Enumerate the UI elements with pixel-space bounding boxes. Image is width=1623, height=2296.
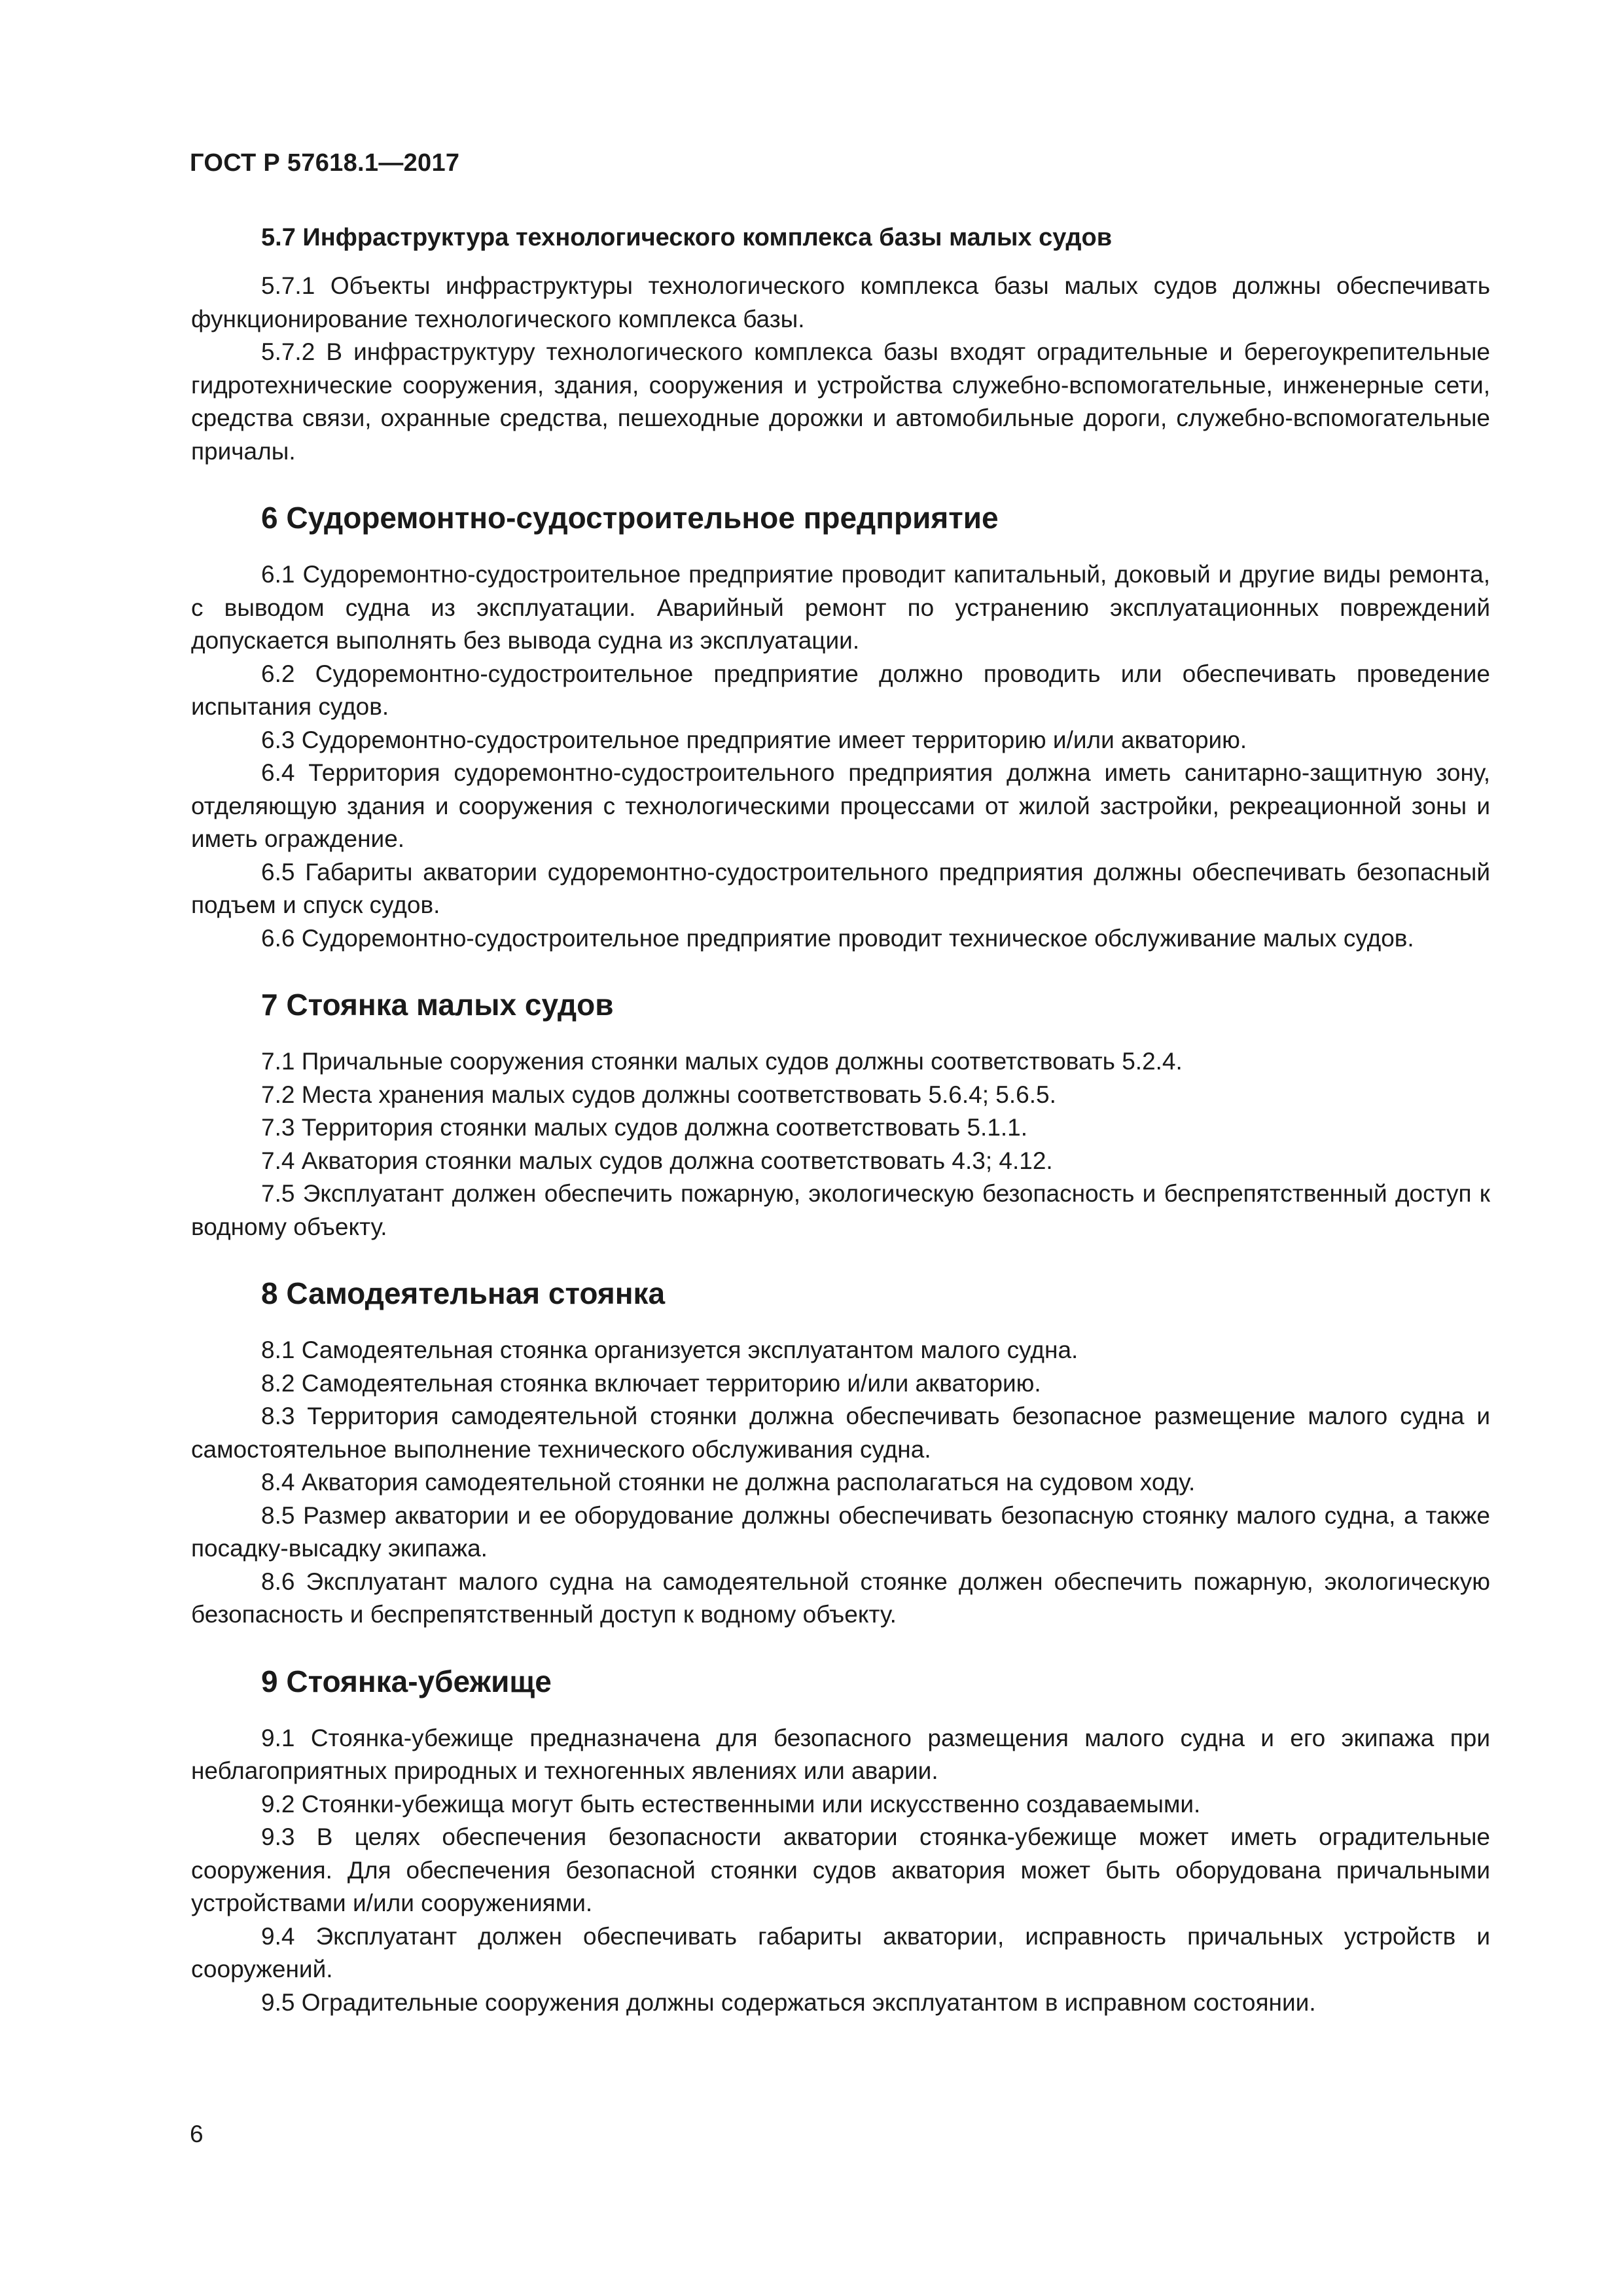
paragraph-6-1: 6.1 Судоремонтно-судостроительное предприятие проводит капитальный, доковый и другие виды ремонта, с выводом судна из эксплуатации. Аварийный ремонт по устранению эксплуатационных повреждений допускается выполнять без вывода судна из эксплуатации. xyxy=(191,561,1490,654)
paragraph-8-5: 8.5 Размер акватории и ее оборудование должны обеспечивать безопасную стоянку малого судна, а также посадку-высадку экипажа. xyxy=(191,1501,1490,1562)
paragraph-9-2: 9.2 Стоянки-убежища могут быть естественными или искусственно создаваемыми. xyxy=(261,1790,1201,1818)
paragraph-5-7-2: 5.7.2 В инфраструктуру технологического комплекса базы входят оградительные и берегоукрепительные гидротехнические сооружения, здания, сооружения и устройства служебно-вспомогательные, инженерные сети, средства связи, охранные средства, пешеходные дорожки и автомобильные дороги, служебно-вспомогательные причалы. xyxy=(191,338,1490,465)
section-6 xyxy=(191,499,1490,955)
section-title: 8 Самодеятельная стоянка xyxy=(261,1276,666,1310)
subsection-5-7 xyxy=(191,221,1490,468)
paragraph-7-2: 7.2 Места хранения малых судов должны соответствовать 5.6.4; 5.6.5. xyxy=(261,1081,1056,1108)
document-body xyxy=(191,221,1490,2019)
section-9 xyxy=(191,1663,1490,2020)
subsection-title: 5.7 Инфраструктура технологического комплекса базы малых судов xyxy=(261,224,1113,251)
paragraph-8-6: 8.6 Эксплуатант малого судна на самодеятельной стоянке должен обеспечить пожарную, экологическую безопасность и беспрепятственный доступ к водному объекту. xyxy=(191,1568,1490,1628)
paragraph-7-3: 7.3 Территория стоянки малых судов должна соответствовать 5.1.1. xyxy=(261,1114,1028,1141)
document-code-header: ГОСТ Р 57618.1—2017 xyxy=(190,149,460,177)
paragraph-8-1: 8.1 Самодеятельная стоянка организуется эксплуатантом малого судна. xyxy=(261,1336,1079,1363)
section-8 xyxy=(191,1275,1490,1632)
section-title: 9 Стоянка-убежище xyxy=(261,1664,552,1698)
paragraph-7-5: 7.5 Эксплуатант должен обеспечить пожарную, экологическую безопасность и беспрепятственный доступ к водному объекту. xyxy=(191,1180,1490,1240)
paragraph-9-4: 9.4 Эксплуатант должен обеспечивать габариты акватории, исправность причальных устройств и сооружений. xyxy=(191,1922,1490,1982)
paragraph-9-5: 9.5 Оградительные сооружения должны содержаться эксплуатантом в исправном состоянии. xyxy=(261,1988,1316,2016)
paragraph-6-4: 6.4 Территория судоремонтно-судостроительного предприятия должна иметь санитарно-защитную зону, отделяющую здания и сооружения с технологическими процессами от жилой застройки, рекреационной зоны и иметь ограждение. xyxy=(191,759,1490,852)
paragraph-6-2: 6.2 Судоремонтно-судостроительное предприятие должно проводить или обеспечивать проведение испытания судов. xyxy=(191,660,1490,720)
paragraph-6-6: 6.6 Судоремонтно-судостроительное предприятие проводит техническое обслуживание малых судов. xyxy=(261,924,1414,952)
paragraph-7-4: 7.4 Акватория стоянки малых судов должна соответствовать 4.3; 4.12. xyxy=(261,1147,1053,1174)
paragraph-5-7-1: 5.7.1 Объекты инфраструктуры технологического комплекса базы малых судов должны обеспечивать функционирование технологического комплекса базы. xyxy=(191,272,1490,332)
section-title: 7 Стоянка малых судов xyxy=(261,988,614,1022)
paragraph-6-5: 6.5 Габариты акватории судоремонтно-судостроительного предприятия должны обеспечивать безопасный подъем и спуск судов. xyxy=(191,858,1490,918)
section-7 xyxy=(191,986,1490,1244)
paragraph-8-3: 8.3 Территория самодеятельной стоянки должна обеспечивать безопасное размещение малого судна и самостоятельное выполнение технического обслуживания судна. xyxy=(191,1403,1490,1463)
section-title: 6 Судоремонтно-судостроительное предприятие xyxy=(261,501,999,535)
paragraph-8-4: 8.4 Акватория самодеятельной стоянки не должна располагаться на судовом ходу. xyxy=(261,1469,1196,1496)
paragraph-9-1: 9.1 Стоянка-убежище предназначена для безопасного размещения малого судна и его экипажа при неблагоприятных природных и техногенных явлениях или аварии. xyxy=(191,1724,1490,1784)
paragraph-9-3: 9.3 В целях обеспечения безопасности акватории стоянка-убежище может иметь оградительные сооружения. Для обеспечения безопасной стоянки судов акватория может быть оборудована причальными устройствами и/или сооружениями. xyxy=(191,1823,1490,1916)
paragraph-8-2: 8.2 Самодеятельная стоянка включает территорию и/или акваторию. xyxy=(261,1369,1041,1397)
paragraph-6-3: 6.3 Судоремонтно-судостроительное предприятие имеет территорию и/или акваторию. xyxy=(261,726,1247,753)
page-number: 6 xyxy=(190,2121,204,2147)
paragraph-7-1: 7.1 Причальные сооружения стоянки малых судов должны соответствовать 5.2.4. xyxy=(261,1048,1183,1075)
